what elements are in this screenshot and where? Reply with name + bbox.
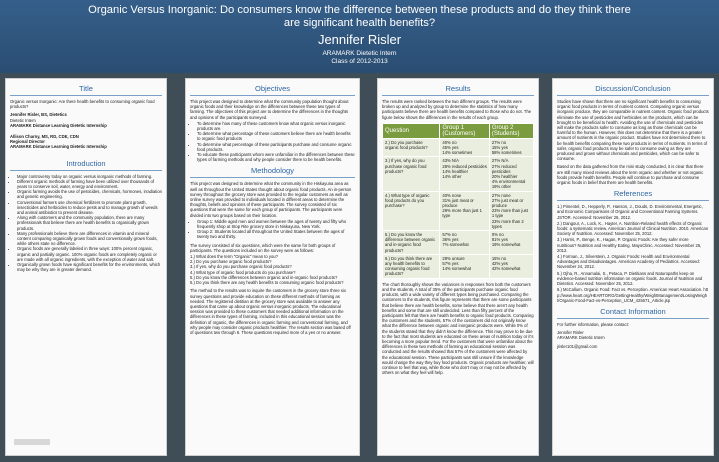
author2-role: Regional Director <box>10 139 45 145</box>
author2-name: Allison Charny, MS, RD, CDE, CDN <box>10 134 79 140</box>
table-cell: 3.) If yes, why do you purchase organic food products? <box>383 157 440 191</box>
reference-item: 5.) Ojha, R., Annamalai, S., Petaca, P. Dietitians and Naturopaths keep on evidence-based nutrition information on organic foods. Journal of Nutrition and Dietetics. Accessed: November 25, 2012. <box>557 270 703 287</box>
author1-name: Jennifer Risler, BS, Dietetics <box>10 112 67 118</box>
title-text: Organic versus Inorganic: Are there health benefits to consuming organic food products? <box>10 99 155 110</box>
list-item: • Many professionals believe there are differences in vitamin and mineral content comparing organically grown foods and conventionally grown foods, while others state no difference. <box>17 231 162 247</box>
column-discussion-references <box>552 78 714 456</box>
reference-item: 6.) McCallum. Organic Food: Fact vs. Perception. American Heart Association. http://www.heart.org/HEARTORG/GettingHealthy/WeightManagement/LosingWeight/Organic-Food-Fact-vs-Perception_UCM_425671_Article.jsp <box>557 287 709 303</box>
list-item: • Group 1: Middle aged men and women between the ages of twenty and fifty who frequently shop at Stop Rite grocery store in Niskayuna, New York. <box>197 219 355 229</box>
methodology-closing: The method to the results was to inquire the customers in the grocery store three six survey questions and provide education on these different methods of farming as needed. The registered dietitian at the grocery store was available to answer any questions that came up about organic versus inorganic products. The educational session was provided to these customers that needed additional information on the differences in these types of farming, included in this educational session was the definition of organic, the differences in organic farming and conventional farming, and why people may consider organic products healthier. The results section was based off of questions two through 6. These questions required more of a yes or no answer. <box>190 288 351 335</box>
table-cell: 2.) Do you purchase organic food products? <box>383 138 440 157</box>
title-heading: Title <box>10 83 162 96</box>
list-item: • Group 2: Students located all throughout the United States between the ages of twenty two and thirty. <box>197 229 355 239</box>
table-cell: 43% N/A 28% reduced pesticides 14% healthier 14% other <box>440 157 489 191</box>
reference-item: 4.) Forman, J., Silverstein, J. Organic Foods: Health and Environmental Advantages and Disadvantages. American Academy of Pediatrics. Accessed: November 24, 2012. <box>557 254 700 270</box>
survey-question: 4.) What type of organic food products do you purchase? <box>190 269 296 275</box>
results-closing: The chart thoroughly shows the variances in responses from both the customers and the students. A total of 35% of the participants purchase organic food products, with a wide variety of different types being purchased. Comparing the customers to the students, this figure represents that there are some participants that believe there are health benefits, some believe that there aren't any health benefits and some that are still undecided. Less than fifty percent of the participants felt that there are health benefits to organic food products. Comparing the customers and the students, 57% of the customers did not originally know what the difference between organic and inorganic products were. While 0% of the students stated that they didn't know the difference. This may prove to be due to the fact that most students are educated on these areas of nutrition today or it's becoming a more popular trend. For the customers that were unfamiliar about the differences in these two methods of farming an educational session was conducted and the results showed that 57% of the customers were affected by the educational session. These participants was still unsure if the knowledge would change the way they buy food products. Organic products are healthier, will continue to feel that way, while those who don't may or may not be affected by others on what they feel will help. <box>382 281 534 376</box>
objectives-intro: This project was designed to determine what the community population thought about organic foods and their knowledge on the differences between these two types of farming. The objectives of this project are to determine the differences in the thoughts and opinions of the participants surveyed. <box>190 99 349 120</box>
results-intro: The results were ranked between the two different groups. The results were broken up and analyzed by group to determine the statistics of how many participants believe there are health benefits compared to those who do not. The figure below shows the differences in the results of each group. <box>382 99 532 120</box>
list-item: • Conventional farmers use chemical fertilizers to promote plant growth, insecticides and herbicides to reduce pests and to manage growth of weeds and animal antibiotics to prevent disease. <box>17 200 162 216</box>
list-item: • Different organic methods of farming have been utilized over thousands of years to conserve soil, water, energy and environment. <box>17 179 162 189</box>
references-heading: References <box>557 188 709 201</box>
poster-header <box>0 0 719 73</box>
table-row <box>383 138 534 157</box>
methodology-heading: Methodology <box>190 165 355 178</box>
column-results <box>377 78 539 456</box>
reference-item: 3.) Harris, P., Benge, K., Hagan, P. Organic Foods: Are they safer more nutritious? Nutrition and Healthy Eating. MayoClinic. Accessed: November 25, 2012. <box>557 237 702 253</box>
list-item: • To determine what percentage of these customers believe there are health benefits to organic food products <box>197 131 355 141</box>
table-header: Group 2 (Students) <box>489 123 533 138</box>
reference-item: 1.) Pimentel, D., Hepperly, P., Hanson, J., Douds, D. Environmental, Energetic, and Economic Comparisons of Organic and Conventional Farming Systems. JSTOR. Accessed: November 26, 2012. <box>557 204 703 220</box>
list-item: • To determine how many of these customers know what organic versus inorganic products are. <box>197 121 355 131</box>
table-cell: 57% no 36% yes 7% somewhat <box>440 231 489 255</box>
table-cell: 0% no 81% yes 19% somewhat <box>489 231 533 255</box>
table-cell: 27% none 27% just meat or produce 23% more than just 1 type 23% more than 2 types <box>489 191 533 230</box>
contact-heading: Contact Information <box>557 306 709 319</box>
discussion-heading: Discussion/Conclusion <box>557 83 709 96</box>
results-table <box>382 123 534 279</box>
survey-intro: The survey consisted of six questions, which were the same for both groups of participants. The questions included on the survey were as follows: <box>190 242 336 253</box>
reference-item: 2.) Dangour, A., Lock, K., Hayter, A. Nutrition-Related health effects of Organic foods: a systematic review. American Journal of Clinical Nutrition. 2010. American Society of Nutrition. Accessed: November 25, 2012. <box>557 220 709 237</box>
column-objectives-methodology <box>185 78 360 456</box>
table-cell: 27% N/A 27% reduced pesticides 20% healthier 4% environmental 19% other <box>489 157 533 191</box>
table-header: Question <box>383 123 440 138</box>
list-item: • Major controversy today on organic versus inorganic methods of farming. <box>17 174 162 179</box>
table-row <box>383 254 534 278</box>
author-role: ARAMARK Dietetic Intern <box>322 50 397 57</box>
introduction-heading: Introduction <box>10 158 162 171</box>
discussion-paragraph: Studies have shown that there are no significant health benefits to consuming organic food products in terms of nutrient content. Comparing organic versus inorganic produce, they are comparable in nutrient content. Organic food products eliminate the use of pesticides and herbicides on the products, which can be brought to be beneficial to health. Avoiding the use of chemicals and pesticides will make the products safer to consume as long as those chemicals can be harmful to the human. However, this does not determine that there is a greater amount of nutrients in the organic product. Studies have not determined there to be health benefits comparing these two products in terms of nutrients. In terms of safer, organic food products may be safer to consume owing as they are produced and grown without chemicals and pesticides, which can be safer to consume. <box>557 99 709 162</box>
results-heading: Results <box>382 83 534 96</box>
list-item: • To educate these participants whom were unfamiliar in the differences between these types of farming methods and why people consider there to be health benefits. <box>197 152 355 162</box>
contact-email[interactable]: jrisler101@gmail.com <box>557 343 598 349</box>
groups-list <box>197 219 355 240</box>
author1-org: ARAMARK Distance Learning Dietetic Internship <box>10 122 107 128</box>
contact-intro: For further information, please contact: <box>557 321 629 327</box>
table-cell: 4.) What type of organic food products do you purchase? <box>383 191 440 230</box>
survey-question: 5.) Do you know the differences between organic and in-organic food products? <box>190 274 338 280</box>
table-header: Group 1 (Customers) <box>440 123 489 138</box>
logo-strip <box>14 439 50 445</box>
list-item: • Along with customers and the community population, there are many professionals that believe there are health benefits to organically grown products. <box>17 215 162 231</box>
objectives-list <box>197 121 355 163</box>
methodology-intro: This project was designed to determine what the community in the Hiskayuna area as well as throughout the United States thought about organic food products. An in-person survey throughout the grocery store was provided to the regular customers as well as online survey was provided to individuals located in different areas to determine the thoughts, beliefs and opinions of these participants. The survey consisted of six questions that were the same for each group of participants. The participants were divided into two groups based on their location. <box>190 181 352 218</box>
class-year: Class of 2012-2013 <box>331 58 388 65</box>
objectives-heading: Objectives <box>190 83 355 96</box>
table-row <box>383 157 534 191</box>
author2-org: ARAMARK Distance Learning Dietetic Internship <box>10 144 107 150</box>
list-item: • Organically grown foods have significant benefits for the environments, which may be why they are in greater demand. <box>17 262 162 272</box>
list-item: • Organic farming avoids the use of pesticides, chemicals, hormones, irradiation and genetic engineering. <box>17 189 162 199</box>
survey-question: 6.) Do you think there are any health benefits to consuming organic food products? <box>190 280 344 286</box>
list-item: • Organic foods are generally labeled in three ways: 100% percent organic, organic and partially organic. 100% organic foods are completely organic or are made with all organic ingredients, with the exception of water and salt. <box>17 246 162 262</box>
author1-role: Dietetic Intern <box>10 117 36 123</box>
table-cell: 40% none 31% just meat or produce 29% more than just 1 type <box>440 191 489 230</box>
table-cell: 27% no 15% yes 58% sometimes <box>489 138 533 157</box>
introduction-list <box>17 174 162 273</box>
poster-title: Organic Versus Inorganic: Do consumers know the difference between these products and do they think there are significant health benefits? <box>88 4 631 29</box>
table-row <box>383 191 534 230</box>
table-row <box>383 231 534 255</box>
list-item: • To determine what percentage of these participants purchase and consume organic food products. <box>197 142 355 152</box>
survey-question: 2.) Do you purchase organic food products? <box>190 259 272 265</box>
survey-question: 1.) What does the term "Organic" mean to you? <box>190 254 278 260</box>
table-cell: 5.) Do you know the difference between organic and in-organic food products? <box>383 231 440 255</box>
contact-name: Jennifer Risler <box>557 330 584 336</box>
discussion-paragraph: Based on the data gathered from the mini study conducted, it is clear that there are still many mixed reviews about the term organic and whether or not organic foods provide health benefits. People will continue to purchase and consume organic foods in belief that there are health benefits. <box>557 164 704 186</box>
column-title-intro <box>5 78 167 456</box>
contact-role: ARAMARK Dietetic Intern <box>557 335 605 341</box>
table-cell: 29% unsure 57% yes 14% somewhat <box>440 254 489 278</box>
survey-question: 3.) If yes, why do you purchase organic food products? <box>190 264 292 270</box>
table-cell: 6.) Do you think there are any health benefits to consuming organic food products? <box>383 254 440 278</box>
table-cell: 15% no 42% yes 42% somewhat <box>489 254 533 278</box>
author-name: Jennifer Risler <box>317 32 402 47</box>
table-cell: 40% no 45% yes 14% sometimes <box>440 138 489 157</box>
